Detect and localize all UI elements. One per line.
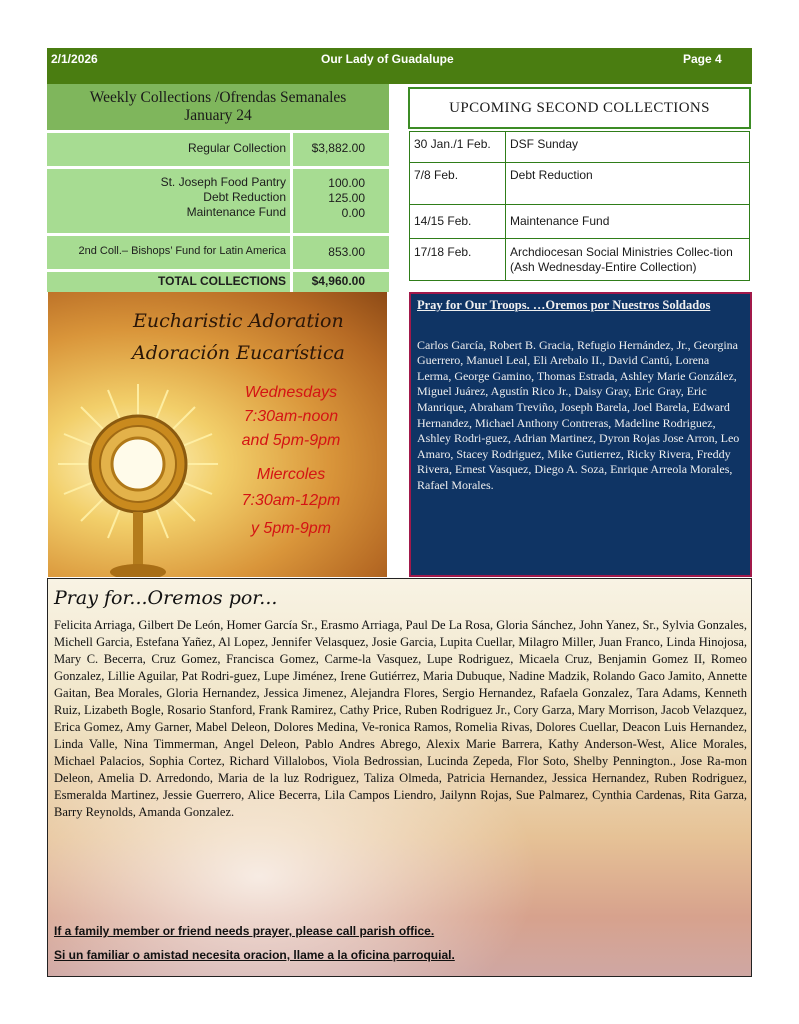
adoration-en-day: Wednesdays [244,384,338,401]
total-collections-amount: $4,960.00 [311,274,365,288]
column-divider [505,205,506,238]
page-header [47,48,752,84]
fund-label: Maintenance Fund [186,205,286,219]
upcoming-table [409,131,750,281]
fund-amount: 0.00 [341,206,365,220]
adoration-es-time1: 7:30am-12pm [241,492,341,509]
prayer-call-en: If a family member or friend needs prayer, please call parish office. [54,924,435,938]
adoration-en-time1: 7:30am-noon [243,408,339,425]
collections-row-total [47,272,389,292]
upcoming-event: DSF Sunday [510,137,579,151]
fund-amount: 125.00 [328,191,365,205]
upcoming-date: 17/18 Feb. [414,245,472,259]
adoration-panel [48,292,387,577]
upcoming-event: Debt Reduction [510,168,593,182]
upcoming-date: 14/15 Feb. [414,214,472,228]
collections-row-second [47,236,389,269]
funds-labels [47,169,290,233]
upcoming-event: Archdiocesan Social Ministries Collec-tion (Ash Wednesday-Entire Collection) [510,245,733,274]
fund-label: St. Joseph Food Pantry [160,175,286,189]
upcoming-date: 7/8 Feb. [414,168,459,182]
troops-names: Carlos García, Robert B. Gracia, Refugio Hernández, Jr., Georgina Guerrero, Manuel Leal, Eli Arebalo II., David Cantú, Lorena Lerma, George Gamino, Thomas Estrada, Ashley Marie González, Miguel Juárez, Agustín Rico Jr., Daisy Gray, Eric Gray, Eric Manrique, Abraham Treviño, Joseph Barela, Joel Barela, Edward Hernandez, Michael Anthony Contreras, Madeline Rodriguez, Ashley Rodri-guez, Adrian Martinez, Dyron Rojas Jose Arron, Leo Amaro, Stacey Rodriguez, Mike Gutierrez, Ricky Rivera, Freddy Rivera, Ernest Vasquez, Diego A. Soza, Enrique Arreola Morales, Rafael Morales. [417,337,740,492]
adoration-es-time2: y 5pm-9pm [250,520,332,537]
troops-title: Pray for Our Troops. …Oremos por Nuestros Soldados [417,298,711,312]
regular-collection-label: Regular Collection [187,141,286,155]
funds-amounts [293,169,367,233]
header-page-number: Page 4 [683,52,722,66]
second-collection-amount: 853.00 [328,245,365,259]
fund-label: Debt Reduction [203,190,286,204]
column-divider [505,163,506,204]
header-date: 2/1/2026 [51,52,98,66]
adoration-es-day: Miercoles [256,466,326,483]
header-parish: Our Lady of Guadalupe [321,52,454,66]
regular-collection-amount: $3,882.00 [311,141,365,155]
prayer-list-names: Felicita Arriaga, Gilbert De León, Homer García Sr., Erasmo Arriaga, Paul De La Rosa, Gloria Sánchez, John Yanez, Sr., Sylvia Gonzales, Michell Garcia, Estefana Yañez, Al Lopez, Jennifer Velasquez, Josie Garcia, Lupita Cuellar, Milagro Miller, Juan Franco, Linda Hinojosa, Mary C. Becerra, Cruz Gomez, Francisca Gomez, Carme-la Vasquez, Lupe Rodriguez, Micaela Cruz, Benjamin Gomez II, Romeo Gonzalez, Lillie Aguilar, Pat Rodri-guez, Lupe Jiménez, Irene Gutiérrez, Maria Dubuque, Nadine Madzik, Rolando Gaco Jamito, Annette Gaitan, Bea Morales, Gloria Hernandez, Jessica Jimenez, Alejandra Flores, Sergio Hernandez, Rafaela Gonzalez, Tara Adams, Kenneth Ruiz, Lizabeth Bogle, Rosario Stanford, Frank Ramirez, Cathy Price, Ruben Rodriguez Jr., Cory Garza, Mary Morrison, Jacob Velazquez, Erica Gomez, Amy Garner, Mabel Deleon, Dolores Medina, Ve-ronica Ramos, Romelia Rivas, Dolores Cuellar, Deacon Luis Hernandez, Linda Valle, Nina Timmerman, Angel Deleon, Pablo Andres Abrego, Alexix Marie Barrera, Kathy Anderson-West, Alice Morales, Michael Palacios, Sophia Cortez, Richard Villalobos, Viola Bedrossian, Lucinda Zepeda, Flor Soto, Shelby Pennington., Jose Ra-mon Deleon, Amelia D. Arredondo, Maria de la luz Rodriguez, Taliza Olmeda, Patricia Hernandez, Jessica Hernandez, Ruben Rodriguez, Esmeralda Martinez, Jessie Guerrero, Alice Becerra, Lila Campos Liendro, Jailynn Rojas, Sue Palmarez, Cynthia Cardenas, Rita Garza, Barry Reynolds, Amanda Gonzalez. [54,618,747,819]
collections-title-line2: January 24 [184,107,252,124]
upcoming-row [410,132,749,163]
adoration-title-en: Eucharistic Adoration [133,310,344,332]
collections-title-line1: Weekly Collections /Ofrendas Semanales [89,89,347,106]
adoration-title-es: Adoración Eucarística [132,342,345,364]
upcoming-event: Maintenance Fund [510,214,610,228]
second-collection-label: 2nd Coll.– Bishops’ Fund for Latin America [78,245,286,257]
upcoming-row [410,163,749,205]
troops-panel [409,292,752,577]
collections-row-regular [47,133,389,166]
upcoming-date: 30 Jan./1 Feb. [414,137,491,151]
prayer-list-title: Pray for...Oremos por... [54,587,278,609]
prayer-list-panel [47,578,752,977]
upcoming-title: UPCOMING SECOND COLLECTIONS [408,87,751,129]
collections-row-funds [47,169,389,233]
upcoming-row [410,239,749,280]
column-divider [505,132,506,162]
fund-amount: 100.00 [328,176,365,190]
adoration-en-time2: and 5pm-9pm [241,432,341,449]
total-collections-label: TOTAL COLLECTIONS [158,274,286,288]
prayer-call-es: Si un familiar o amistad necesita oracion, llame a la oficina parroquial. [54,948,455,962]
column-divider [505,239,506,280]
upcoming-row [410,205,749,239]
collections-title [47,84,389,130]
